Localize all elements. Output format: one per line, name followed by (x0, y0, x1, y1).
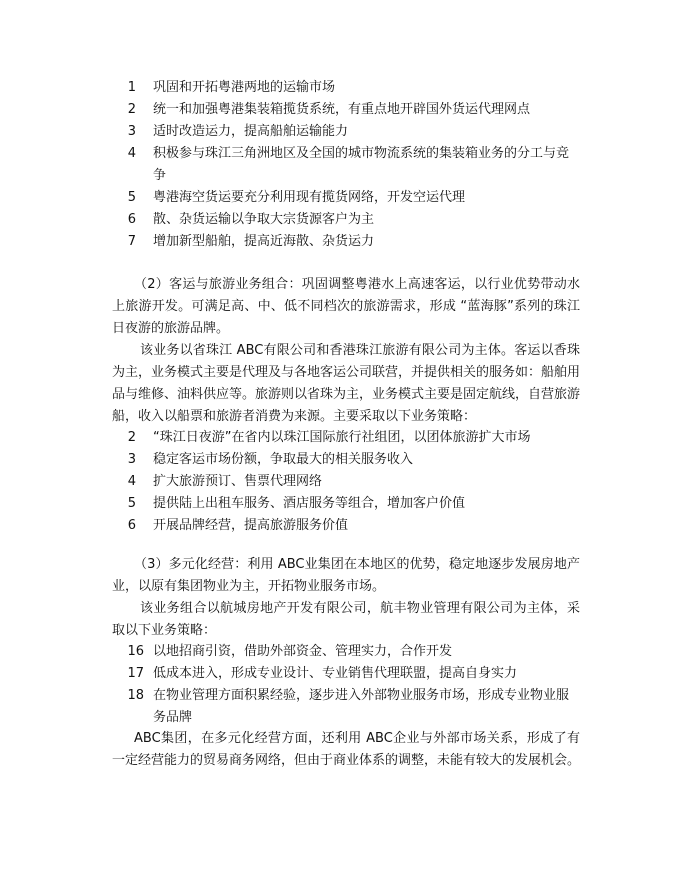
item-number: 2 (127, 430, 136, 445)
item-text: 统一和加强粤港集装箱揽货系统，有重点地开辟国外货运代理网点 (153, 102, 531, 117)
item-number: 4 (127, 474, 136, 489)
list-item (0, 685, 680, 729)
item-text: “珠江日夜游”在省内以珠江国际旅行社组团，以团体旅游扩大市场 (153, 430, 531, 445)
item-text: 增加新型船舶，提高近海散、杂货运力 (153, 234, 375, 249)
item-text: 扩大旅游预订、售票代理网络 (153, 474, 323, 489)
item-number: 4 (127, 146, 136, 161)
item-text: 积极参与珠江三角洲地区及全国的城市物流系统的集装箱业务的分工与竞 (153, 146, 570, 161)
freight-strategy-list (0, 77, 680, 253)
item-number: 7 (127, 234, 136, 249)
item-number: 3 (127, 452, 136, 467)
item-text: 适时改造运力，提高船舶运输能力 (153, 124, 349, 139)
passenger-tourism-body-paragraph: 该业务以省珠江 ABC有限公司和香港珠江旅游有限公司为主体。客运以香珠为主，业务模式主要是代理及与各地客运公司联营，并提供相关的服务如：船舶用品与维修、油料供应等。旅游则以省珠为主，业务模式主要是固定航线，自营旅游船，收入以船票和旅游者消费为来源。主要采取以下业务策略： (112, 343, 581, 424)
item-number: 1 (127, 80, 136, 95)
item-text: 巩固和开拓粤港两地的运输市场 (153, 80, 336, 95)
item-text: 粤港海空货运要充分利用现有揽货网络，开发空运代理 (153, 190, 466, 205)
list-item (0, 493, 680, 515)
item-text: 低成本进入，形成专业设计、专业销售代理联盟，提高自身实力 (153, 666, 518, 681)
item-text: 提供陆上出租车服务、酒店服务等组合，增加客户价值 (153, 496, 466, 511)
passenger-tourism-heading-paragraph: （2）客运与旅游业务组合：巩固调整粤港水上高速客运，以行业优势带动水上旅游开发。可满足高、中、低不同档次的旅游需求，形成 “蓝海豚”系列的珠江日夜游的旅游品牌。 (112, 277, 580, 336)
list-item (0, 77, 680, 99)
diversified-heading-paragraph: （3）多元化经营：利用 ABC业集团在本地区的优势，稳定地逐步发展房地产业，以原有集团物业为主，开拓物业服务市场。 (112, 557, 580, 594)
item-number: 6 (127, 518, 136, 533)
item-number: 5 (127, 496, 136, 511)
diversified-body-paragraph: 该业务组合以航城房地产开发有限公司，航丰物业管理有限公司为主体，采取以下业务策略： (112, 601, 580, 638)
item-number: 17 (127, 666, 144, 681)
tourism-strategy-list (0, 427, 680, 537)
list-item (0, 231, 680, 253)
list-item (0, 99, 680, 121)
closing-paragraph: ABC集团，在多元化经营方面，还利用 ABC企业与外部市场关系，形成了有一定经营能力的贸易商务网络，但由于商业体系的调整，未能有较大的发展机会。 (112, 731, 581, 768)
list-item (0, 121, 680, 143)
item-number: 5 (127, 190, 136, 205)
list-item (0, 449, 680, 471)
list-item (0, 663, 680, 685)
list-item (0, 515, 680, 537)
item-text: 散、杂货运输以争取大宗货源客户为主 (153, 212, 375, 227)
item-text: 稳定客运市场份额，争取最大的相关服务收入 (153, 452, 414, 467)
item-number: 16 (127, 644, 144, 659)
property-strategy-list (0, 641, 680, 729)
item-text-continued: 务品牌 (153, 710, 193, 725)
list-item (0, 209, 680, 231)
list-item (0, 187, 680, 209)
list-item (0, 641, 680, 663)
item-number: 6 (127, 212, 136, 227)
list-item (0, 143, 680, 187)
item-number: 3 (127, 124, 136, 139)
list-item (0, 427, 680, 449)
item-number: 2 (127, 102, 136, 117)
item-text: 开展品牌经营，提高旅游服务价值 (153, 518, 349, 533)
item-text: 以地招商引资，借助外部资金、管理实力，合作开发 (153, 644, 453, 659)
item-text-continued: 争 (153, 168, 167, 183)
list-item (0, 471, 680, 493)
item-text: 在物业管理方面积累经验，逐步进入外部物业服务市场，形成专业物业服 (153, 688, 570, 703)
item-number: 18 (127, 688, 144, 703)
